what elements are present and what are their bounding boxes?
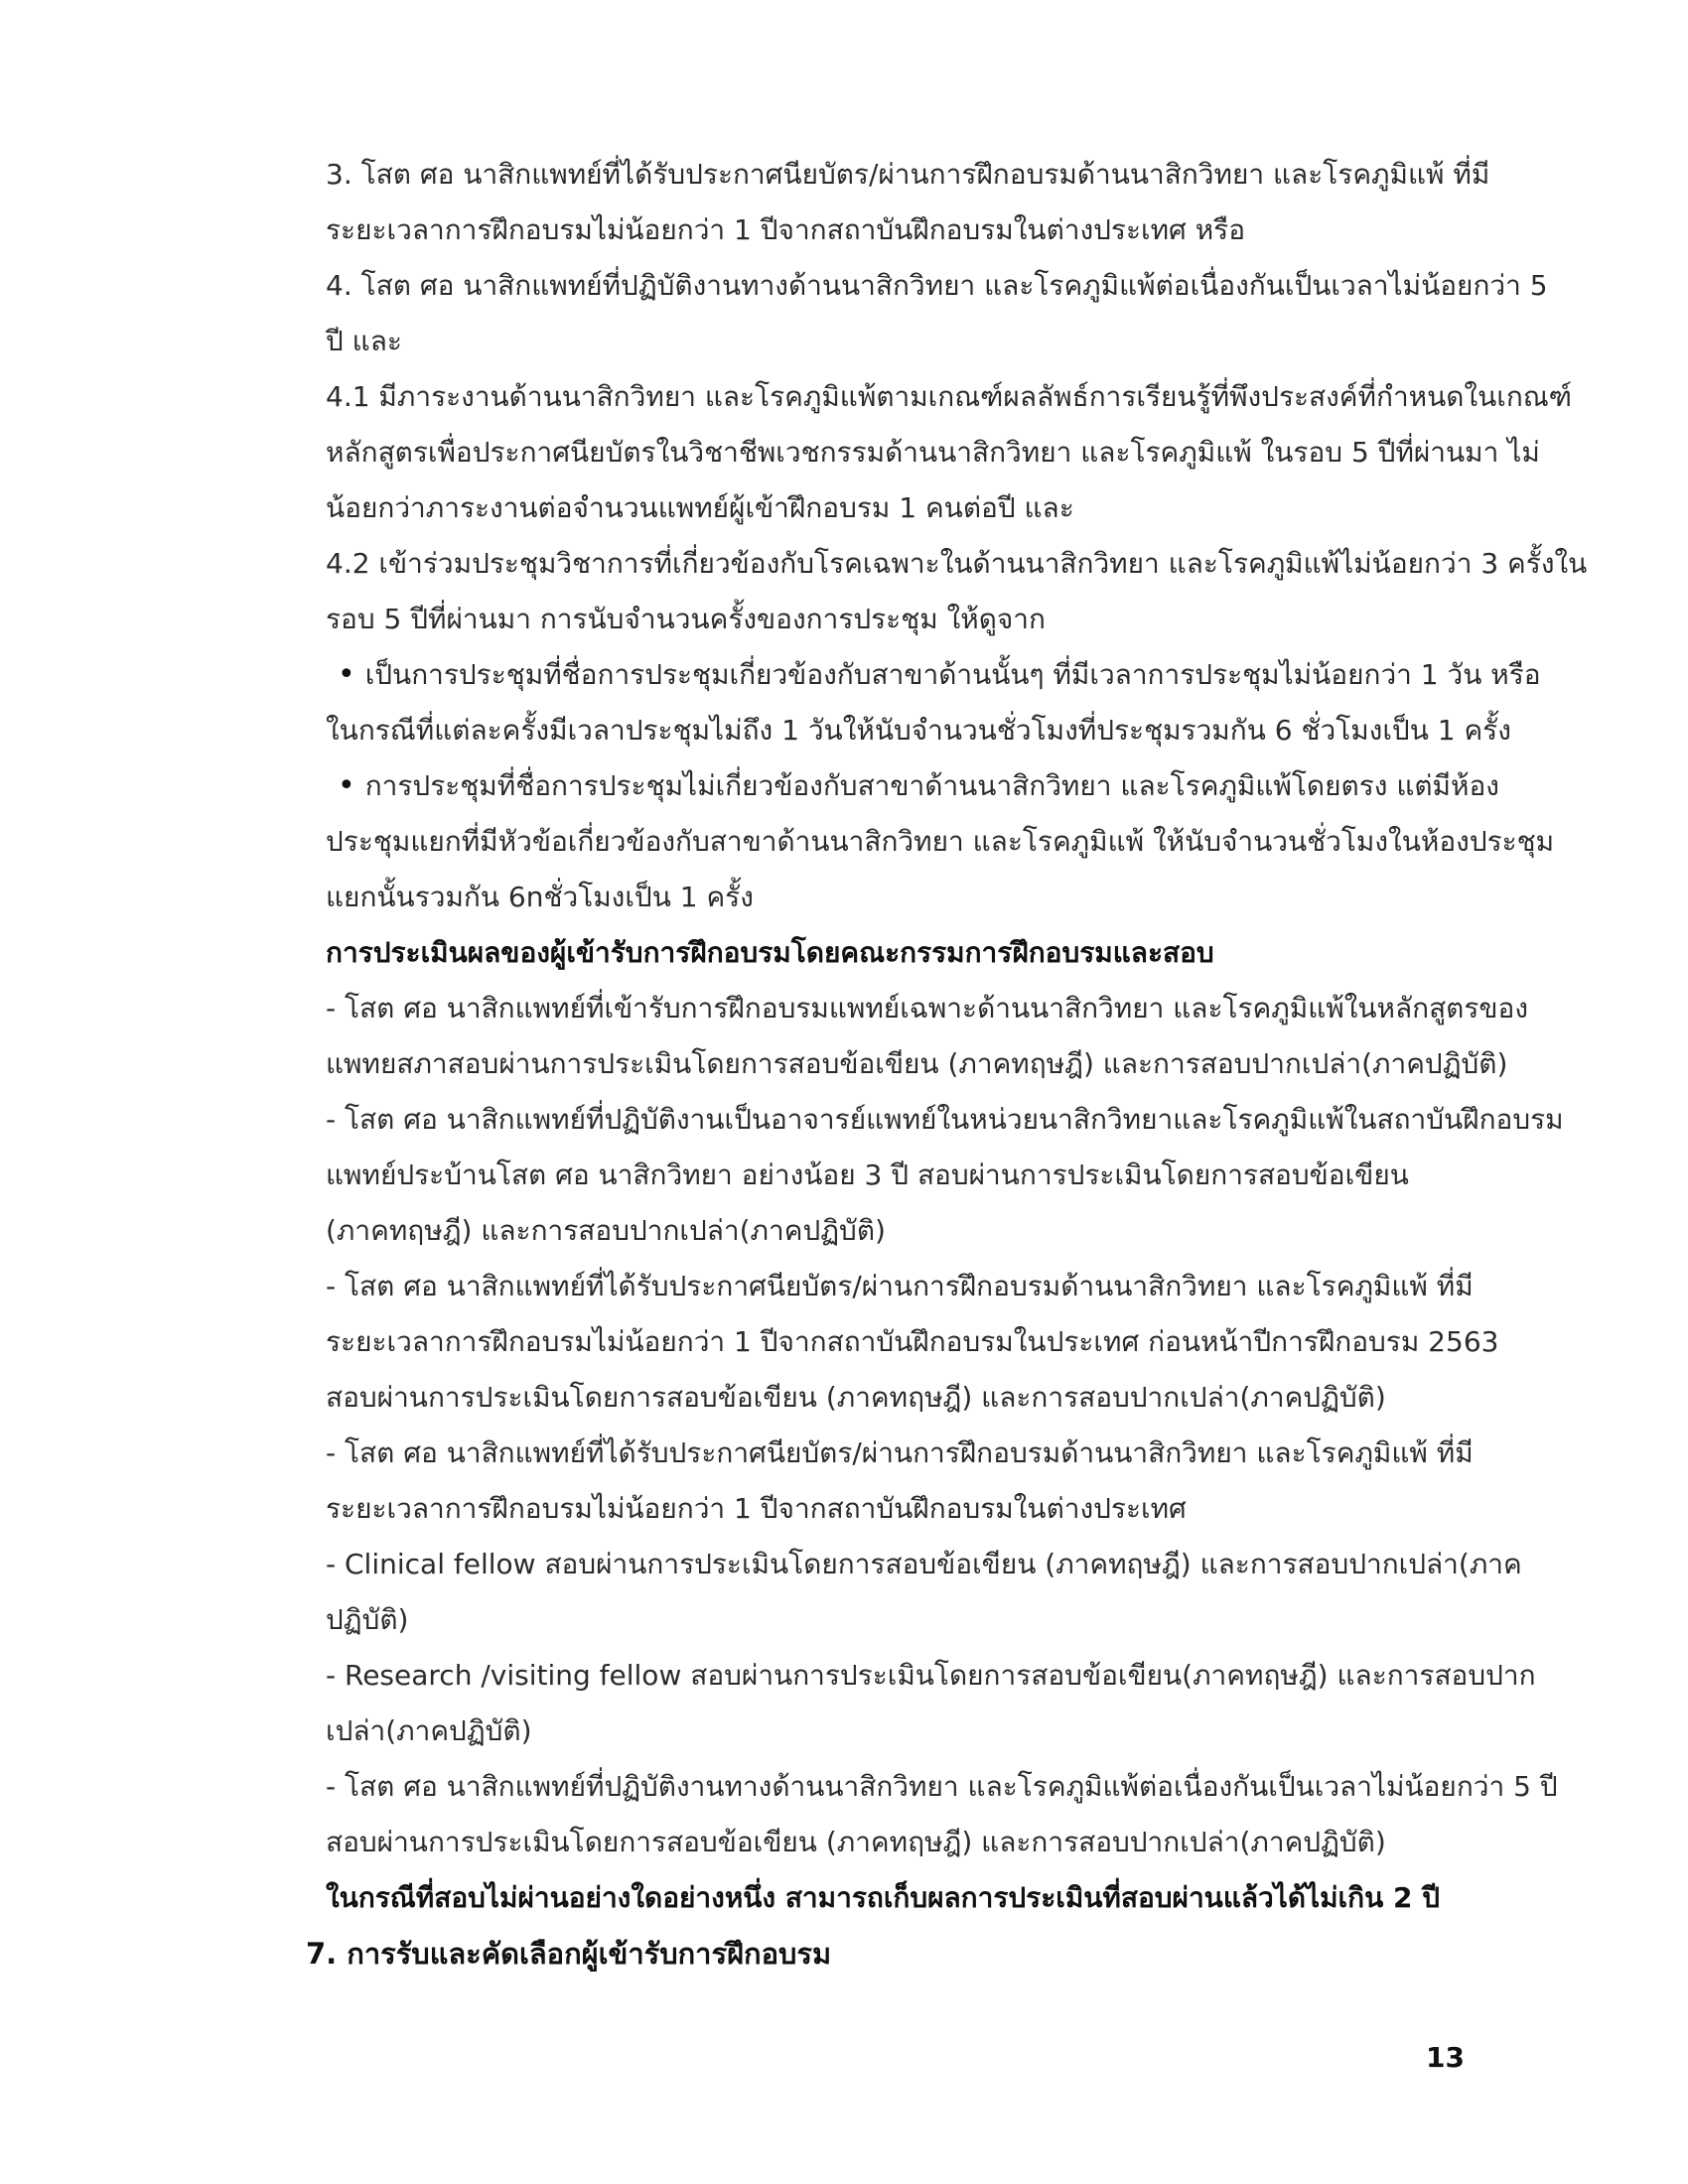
assessment-line: - โสต ศอ นาสิกแพทย์ที่ได้รับประกาศนียบัตร/ผ่านการฝึกอบรมด้านนาสิกวิทยา และโรคภูมิแพ้ ที่มี [326, 1270, 1474, 1302]
assessment-line: - โสต ศอ นาสิกแพทย์ที่ปฏิบัติงานเป็นอาจารย์แพทย์ในหน่วยนาสิกวิทยาและโรคภูมิแพ้ในสถาบันฝึกอบรม [326, 1103, 1564, 1136]
assessment-line: สอบผ่านการประเมินโดยการสอบข้อเขียน (ภาคทฤษฎี) และการสอบปากเปล่า(ภาคปฏิบัติ) [326, 1826, 1386, 1858]
bullet-text: การประชุมที่ชื่อการประชุมไม่เกี่ยวข้องกับสาขาด้านนาสิกวิทยา และโรคภูมิแพ้โดยตรง แต่มีห้อง [364, 769, 1499, 802]
assessment-line: เปล่า(ภาคปฏิบัติ) [326, 1714, 532, 1747]
document-line: รอบ 5 ปีที่ผ่านมา การนับจำนวนครั้งของการประชุม ให้ดูจาก [326, 603, 1046, 635]
document-line: 4.1 มีภาระงานด้านนาสิกวิทยา และโรคภูมิแพ้ตามเกณฑ์ผลลัพธ์การเรียนรู้ที่พึงประสงค์ที่กำหนดในเกณฑ์ [326, 380, 1572, 413]
document-line: 4.2 เข้าร่วมประชุมวิชาการที่เกี่ยวข้องกับโรคเฉพาะในด้านนาสิกวิทยา และโรคภูมิแพ้ไม่น้อยกว่า 3 ครั้งใน [326, 547, 1588, 580]
bullet-continuation: แยกนั้นรวมกัน 6nชั่วโมงเป็น 1 ครั้ง [326, 881, 754, 913]
bullet-icon: • [338, 768, 355, 803]
assessment-line: (ภาคทฤษฎี) และการสอบปากเปล่า(ภาคปฏิบัติ) [326, 1214, 886, 1247]
assessment-line: ระยะเวลาการฝึกอบรมไม่น้อยกว่า 1 ปีจากสถาบันฝึกอบรมในประเทศ ก่อนหน้าปีการฝึกอบรม 2563 [326, 1325, 1499, 1358]
bullet-continuation: ประชุมแยกที่มีหัวข้อเกี่ยวข้องกับสาขาด้านนาสิกวิทยา และโรคภูมิแพ้ ให้นับจำนวนชั่วโมงในห้องประชุม [326, 825, 1555, 858]
assessment-line: ระยะเวลาการฝึกอบรมไม่น้อยกว่า 1 ปีจากสถาบันฝึกอบรมในต่างประเทศ [326, 1492, 1187, 1525]
document-line: ระยะเวลาการฝึกอบรมไม่น้อยกว่า 1 ปีจากสถาบันฝึกอบรมในต่างประเทศ หรือ [326, 213, 1246, 246]
document-line: ปี และ [326, 325, 402, 357]
assessment-line: สอบผ่านการประเมินโดยการสอบข้อเขียน (ภาคทฤษฎี) และการสอบปากเปล่า(ภาคปฏิบัติ) [326, 1381, 1386, 1414]
page-content [326, 147, 1588, 1926]
bullet-item [326, 647, 1541, 703]
assessment-line: แพทย์ประบ้านโสต ศอ นาสิกวิทยา อย่างน้อย 3 ปี สอบผ่านการประเมินโดยการสอบข้อเขียน [326, 1159, 1409, 1191]
document-line: 3. โสต ศอ นาสิกแพทย์ที่ได้รับประกาศนียบัตร/ผ่านการฝึกอบรมด้านนาสิกวิทยา และโรคภูมิแพ้ ที่มี [326, 158, 1490, 191]
section-heading: 7. การรับและคัดเลือกผู้เข้ารับการฝึกอบรม [306, 1937, 832, 1971]
document-line: 4. โสต ศอ นาสิกแพทย์ที่ปฏิบัติงานทางด้านนาสิกวิทยา และโรคภูมิแพ้ต่อเนื่องกันเป็นเวลาไม่น้อยกว่า 5 [326, 269, 1548, 302]
bullet-item [326, 758, 1499, 814]
assessment-note: ในกรณีที่สอบไม่ผ่านอย่างใดอย่างหนึ่ง สามารถเก็บผลการประเมินที่สอบผ่านแล้วได้ไม่เกิน 2 ปี [326, 1881, 1440, 1914]
assessment-line: - Research /visiting fellow สอบผ่านการประเมินโดยการสอบข้อเขียน(ภาคทฤษฎี) และการสอบปาก [326, 1659, 1536, 1692]
assessment-heading: การประเมินผลของผู้เข้ารับการฝึกอบรมโดยคณะกรรมการฝึกอบรมและสอบ [326, 936, 1214, 969]
assessment-line: - Clinical fellow สอบผ่านการประเมินโดยการสอบข้อเขียน (ภาคทฤษฎี) และการสอบปากเปล่า(ภาค [326, 1548, 1522, 1580]
document-line: หลักสูตรเพื่อประกาศนียบัตรในวิชาชีพเวชกรรมด้านนาสิกวิทยา และโรคภูมิแพ้ ในรอบ 5 ปีที่ผ่านมา ไม่ [326, 436, 1540, 469]
assessment-line: - โสต ศอ นาสิกแพทย์ที่ปฏิบัติงานทางด้านนาสิกวิทยา และโรคภูมิแพ้ต่อเนื่องกันเป็นเวลาไม่น้อยกว่า 5 ปี [326, 1770, 1558, 1803]
assessment-line: ปฏิบัติ) [326, 1603, 409, 1636]
bullet-continuation: ในกรณีที่แต่ละครั้งมีเวลาประชุมไม่ถึง 1 วันให้นับจำนวนชั่วโมงที่ประชุมรวมกัน 6 ชั่วโมงเป็น 1 ครั้ง [326, 714, 1511, 747]
bullet-icon: • [338, 657, 355, 692]
assessment-line: - โสต ศอ นาสิกแพทย์ที่เข้ารับการฝึกอบรมแพทย์เฉพาะด้านนาสิกวิทยา และโรคภูมิแพ้ในหลักสูตรของ [326, 992, 1529, 1024]
bullet-text: เป็นการประชุมที่ชื่อการประชุมเกี่ยวข้องกับสาขาด้านนั้นๆ ที่มีเวลาการประชุมไม่น้อยกว่า 1 วัน หรือ [364, 658, 1541, 691]
document-line: น้อยกว่าภาระงานต่อจำนวนแพทย์ผู้เข้าฝึกอบรม 1 คนต่อปี และ [326, 491, 1074, 524]
page-number: 13 [1426, 2041, 1465, 2074]
assessment-line: แพทยสภาสอบผ่านการประเมินโดยการสอบข้อเขียน (ภาคทฤษฎี) และการสอบปากเปล่า(ภาคปฏิบัติ) [326, 1047, 1508, 1080]
assessment-line: - โสต ศอ นาสิกแพทย์ที่ได้รับประกาศนียบัตร/ผ่านการฝึกอบรมด้านนาสิกวิทยา และโรคภูมิแพ้ ที่มี [326, 1436, 1474, 1469]
